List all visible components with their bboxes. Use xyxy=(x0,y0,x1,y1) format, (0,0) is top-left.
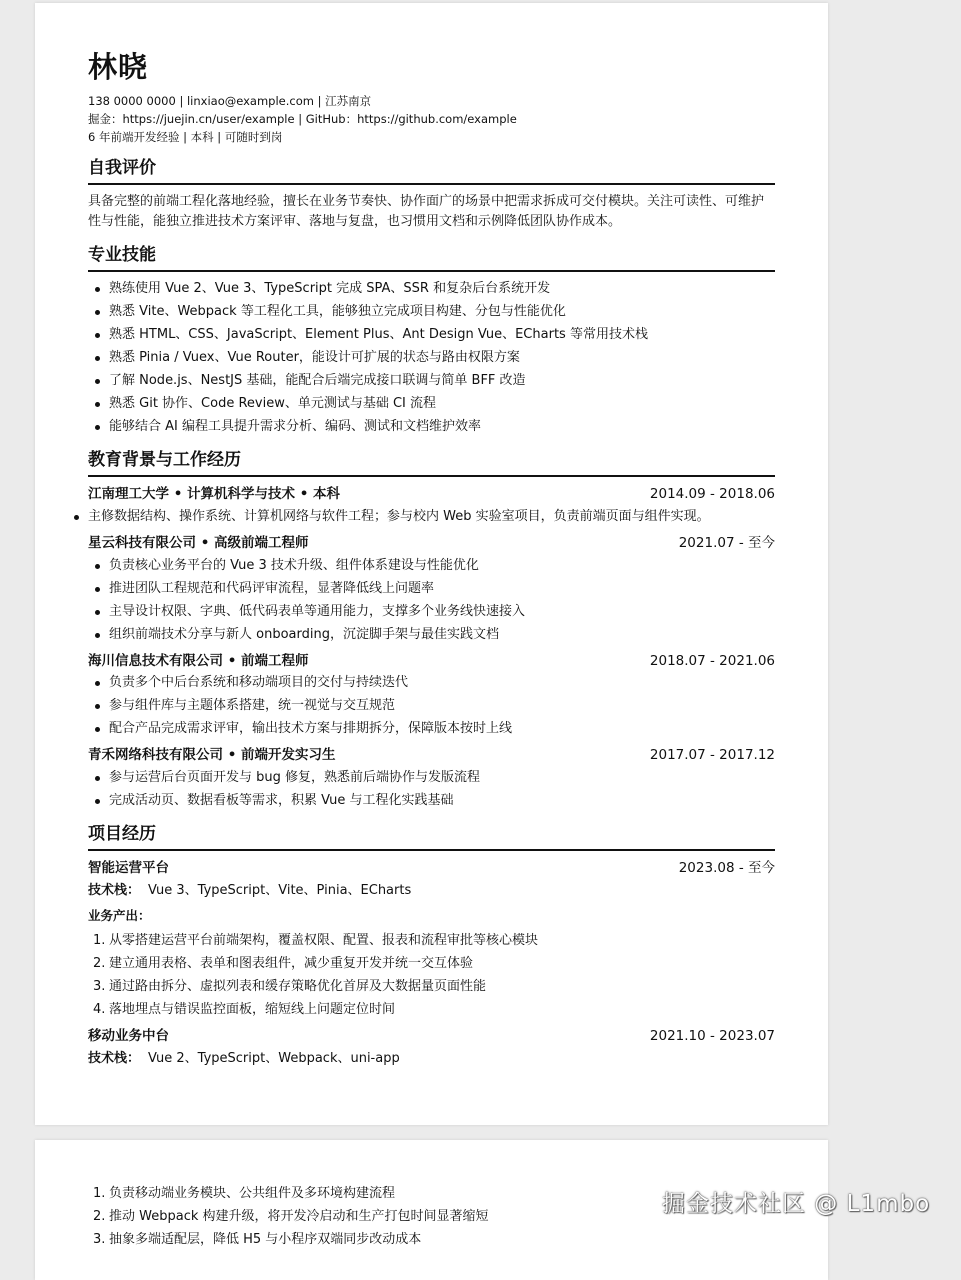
project-stack-value: Vue 2、TypeScript、Webpack、uni-app xyxy=(148,1051,400,1066)
job-item: 主导设计权限、字典、低代码表单等通用能力，支撑多个业务线快速接入 xyxy=(109,601,525,623)
project-stack-label: 技术栈： xyxy=(88,883,141,898)
job-item: 参与组件库与主题体系搭建，统一视觉与交互规范 xyxy=(109,695,395,717)
skill-item: 熟悉 HTML、CSS、JavaScript、Element Plus、Ant Design Vue、ECharts 等常用技术栈 xyxy=(109,324,648,346)
skill-item: 了解 Node.js、NestJS 基础，能配合后端完成接口联调与简单 BFF 改造 xyxy=(109,370,526,392)
project-item: 1. 从零搭建运营平台前端架构，覆盖权限、配置、报表和流程审批等核心模块 xyxy=(93,933,539,948)
job-date: 2021.07 - 至今 xyxy=(678,535,775,551)
candidate-name: 林晓 xyxy=(88,50,149,84)
skill-item: 熟悉 Vite、Webpack 等工程化工具，能够独立完成项目构建、分包与性能优化 xyxy=(109,301,566,323)
skill-item: 熟悉 Pinia / Vuex、Vue Router，能设计可扩展的状态与路由权限方案 xyxy=(109,347,520,369)
resume-page-1 xyxy=(35,3,828,1125)
education-date: 2014.09 - 2018.06 xyxy=(649,486,775,502)
section-title-self-eval: 自我评价 xyxy=(88,155,775,185)
project-date: 2021.10 - 2023.07 xyxy=(649,1028,775,1044)
project-item: 2. 建立通用表格、表单和图表组件，减少重复开发并统一交互体验 xyxy=(93,956,474,971)
project-title: 移动业务中台 xyxy=(88,1028,169,1044)
project-title: 智能运营平台 xyxy=(88,860,169,876)
project-stack-value: Vue 3、TypeScript、Vite、Pinia、ECharts xyxy=(148,883,412,898)
job-item: 负责多个中后台系统和移动端项目的交付与持续迭代 xyxy=(109,672,408,694)
job-item: 推进团队工程规范和代码评审流程，显著降低线上问题率 xyxy=(109,578,434,600)
job-item: 完成活动页、数据看板等需求，积累 Vue 与工程化实践基础 xyxy=(109,790,454,812)
section-title-projects: 项目经历 xyxy=(88,821,775,851)
section-title-experience: 教育背景与工作经历 xyxy=(88,447,775,477)
self-eval-text: 具备完整的前端工程化落地经验，擅长在业务节奏快、协作面广的场景中把需求拆成可交付模块。关注可读性、可维护性与性能，能独立推进技术方案评审、落地与复盘，也习惯用文档和示例降低团队协作成本。 xyxy=(88,194,765,229)
job-date: 2018.07 - 2021.06 xyxy=(649,653,775,669)
contact-links: 掘金：https://juejin.cn/user/example | GitHub：https://github.com/example xyxy=(88,112,517,126)
job-item: 配合产品完成需求评审，输出技术方案与排期拆分，保障版本按时上线 xyxy=(109,718,512,740)
job-title: 星云科技有限公司 • 高级前端工程师 xyxy=(88,535,309,551)
project-item: 3. 抽象多端适配层，降低 H5 与小程序双端同步改动成本 xyxy=(93,1232,422,1247)
job-title: 海川信息技术有限公司 • 前端工程师 xyxy=(88,653,309,669)
job-item: 组织前端技术分享与新人 onboarding，沉淀脚手架与最佳实践文档 xyxy=(109,624,499,646)
project-item: 1. 负责移动端业务模块、公共组件及多环境构建流程 xyxy=(93,1186,396,1201)
project-stack-label: 技术栈： xyxy=(88,1051,141,1066)
project-item: 2. 推动 Webpack 构建升级，将开发冷启动和生产打包时间显著缩短 xyxy=(93,1209,489,1224)
skill-item: 能够结合 AI 编程工具提升需求分析、编码、测试和文档维护效率 xyxy=(109,416,481,438)
education-title: 江南理工大学 • 计算机科学与技术 • 本科 xyxy=(88,486,341,502)
job-date: 2017.07 - 2017.12 xyxy=(649,747,775,763)
project-stack xyxy=(88,1048,400,1070)
job-item: 负责核心业务平台的 Vue 3 技术升级、组件体系建设与性能优化 xyxy=(109,555,479,577)
project-date: 2023.08 - 至今 xyxy=(678,860,775,876)
section-title-skills: 专业技能 xyxy=(88,242,775,272)
watermark: 掘金技术社区 @ L1mbo xyxy=(662,1191,931,1217)
project-output-label: 业务产出： xyxy=(88,908,151,923)
project-stack xyxy=(88,880,411,902)
job-item: 参与运营后台页面开发与 bug 修复，熟悉前后端协作与发版流程 xyxy=(109,767,480,789)
project-item: 4. 落地埋点与错误监控面板，缩短线上问题定位时间 xyxy=(93,1002,396,1017)
contact-summary: 6 年前端开发经验 | 本科 | 可随时到岗 xyxy=(88,130,283,144)
education-desc: 主修数据结构、操作系统、计算机网络与软件工程；参与校内 Web 实验室项目，负责前端页面与组件实现。 xyxy=(88,506,710,528)
contact-phone-email-location: 138 0000 0000 | linxiao@example.com | 江苏南京 xyxy=(88,94,372,108)
skill-item: 熟练使用 Vue 2、Vue 3、TypeScript 完成 SPA、SSR 和复杂后台系统开发 xyxy=(109,278,550,300)
skill-item: 熟悉 Git 协作、Code Review、单元测试与基础 CI 流程 xyxy=(109,393,436,415)
job-title: 青禾网络科技有限公司 • 前端开发实习生 xyxy=(88,747,336,763)
project-item: 3. 通过路由拆分、虚拟列表和缓存策略优化首屏及大数据量页面性能 xyxy=(93,979,487,994)
